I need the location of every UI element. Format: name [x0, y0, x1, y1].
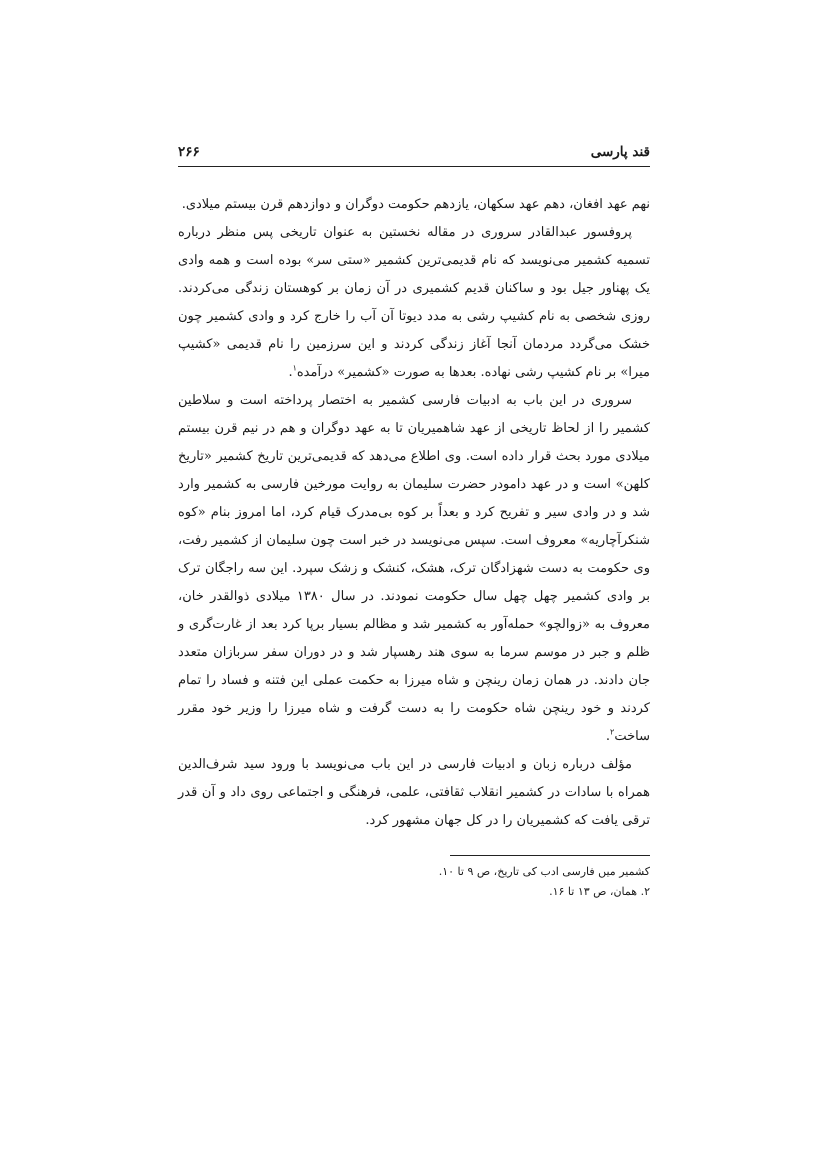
- footnotes: [178, 862, 650, 902]
- footnote-divider: [450, 855, 650, 856]
- paragraph-text: سروری در این باب به ادبیات فارسی کشمیر به اختصار پرداخته است و سلاطین کشمیر را از لحاظ تاریخی از عهد شاهمیریان تا به عهد دوگران و هم در نیم قرن بیستم میلادی مورد بحث قرار داده است. وی اطلاع می‌دهد که قدیمی‌ترین تاریخ کشمیر «تاریخ کلهن» است و در عهد دامودر حضرت سلیمان به روایت مورخین فارسی به کشمیر وارد شد و در وادی سیر و تفریح کرد و بعداً بر کوه بی‌مدرک قیام کرد، اما امروز بنام «کوه شنکرآچاریه» معروف است. سپس می‌نویسد در خبر است چون سلیمان از کشمیر رفت، وی حکومت به دست شهزادگان ترک، هشک، کنشک و زشک سپرد. این سه راجگان ترک بر وادی کشمیر چهل چهل سال حکومت نمودند. در سال ۱۳۸۰ میلادی ذوالقدر خان، معروف به «زوالچو» حمله‌آور به کشمیر شد و مظالم بسیار برپا کرد بعد از غارت‌گری و ظلم و جبر در موسم سرما به سوی هند رهسپار شد و در دوران سفر سربازان متعدد جان دادند. در همان زمان رینچن و شاه میرزا به حکمت عملی این فتنه و فساد را تمام کردند و خود رینچن شاه حکومت را به دست گرفت و شاه میرزا را وزیر خود مقرر ساخت: [178, 393, 651, 744]
- page-header: [178, 140, 650, 167]
- paragraph-text: نهم عهد افغان، دهم عهد سکهان، یازدهم حکومت دوگران و دوازدهم قرن بیستم میلادی.: [181, 197, 650, 212]
- running-title: قند پارسی: [590, 144, 650, 160]
- page-number: ۲۶۶: [178, 144, 200, 160]
- paragraph: [178, 191, 650, 219]
- footnote-reference[interactable]: ۱: [292, 363, 297, 373]
- paragraph: سروری در این باب به ادبیات فارسی کشمیر به اختصار پرداخته است و سلاطین کشمیر را از لحاظ تاریخی از عهد شاهمیریان تا به عهد دوگران و هم در نیم قرن بیستم میلادی مورد بحث قرار داده است. وی اطلاع می‌دهد که قدیمی‌ترین تاریخ کشمیر «تاریخ کلهن» است و در عهد دامودر حضرت سلیمان به روایت مورخین فارسی به کشمیر وارد شد و در وادی سیر و تفریح کرد و بعداً بر کوه بی‌مدرک قیام کرد، اما امروز بنام «کوه شنکرآچاریه» معروف است. سپس می‌نویسد در خبر است چون سلیمان از کشمیر رفت، وی حکومت به دست شهزادگان ترک، هشک، کنشک و زشک سپرد. این سه راجگان ترک بر وادی کشمیر چهل چهل سال حکومت نمودند. در سال ۱۳۸۰ میلادی ذوالقدر خان، معروف به «زوالچو» حمله‌آور به کشمیر شد و مظالم بسیار برپا کرد بعد از غارت‌گری و ظلم و جبر در موسم سرما به سوی هند رهسپار شد و در دوران سفر سربازان متعدد جان دادند. در همان زمان رینچن و شاه میرزا به حکمت عملی این فتنه و فساد را تمام کردند و خود رینچن شاه حکومت را به دست گرفت و شاه میرزا را وزیر خود مقرر ساخت$^۲$.: [178, 393, 651, 744]
- footnote-reference[interactable]: ۲: [610, 727, 615, 737]
- footnote-item: ۲. همان، ص ۱۳ تا ۱۶.: [549, 885, 650, 898]
- paragraph-text: پروفسور عبدالقادر سروری در مقاله نخستین به عنوان تاریخی پس منظر درباره تسمیه کشمیر می‌نویسد که نام قدیمی‌ترین کشمیر «ستی سر» بوده است و همه وادی یک پهناور جیل بود و ساکنان قدیم کشمیری در آن زمان بر کوهستان زندگی می‌کردند. روزی شخصی به نام کشیپ رشی به مدد دیوتا آن آب را خارج کرد و وادی کشمیر چون خشک می‌گردد مردمان آنجا آغاز زندگی کردند و این سرزمین را نام قدیمی «کشیپ میرا» بر نام کشیپ رشی نهاده. بعدها به صورت «کشمیر» درآمده: [178, 225, 650, 380]
- paragraph-text: مؤلف درباره زبان و ادبیات فارسی در این باب می‌نویسد با ورود سید شرف‌الدین همراه با سادات در کشمیر انقلاب ثقافتی، علمی، فرهنگی و اجتماعی روی داد و آن قدر ترقی یافت که کشمیریان را در کل جهان مشهور کرد.: [178, 757, 650, 828]
- paragraph: پروفسور عبدالقادر سروری در مقاله نخستین به عنوان تاریخی پس منظر درباره تسمیه کشمیر می‌نویسد که نام قدیمی‌ترین کشمیر «ستی سر» بوده است و همه وادی یک پهناور جیل بود و ساکنان قدیم کشمیری در آن زمان بر کوهستان زندگی می‌کردند. روزی شخصی به نام کشیپ رشی به مدد دیوتا آن آب را خارج کرد و وادی کشمیر چون خشک می‌گردد مردمان آنجا آغاز زندگی کردند و این سرزمین را نام قدیمی «کشیپ میرا» بر نام کشیپ رشی نهاده. بعدها به صورت «کشمیر» درآمده$^۱$.: [178, 225, 650, 380]
- book-page: [178, 140, 650, 902]
- footnote-item: کشمیر میں فارسی ادب کی تاریخ، ص ۹ تا ۱۰.: [438, 865, 650, 878]
- paragraph: [178, 751, 650, 835]
- body-text: [178, 191, 650, 835]
